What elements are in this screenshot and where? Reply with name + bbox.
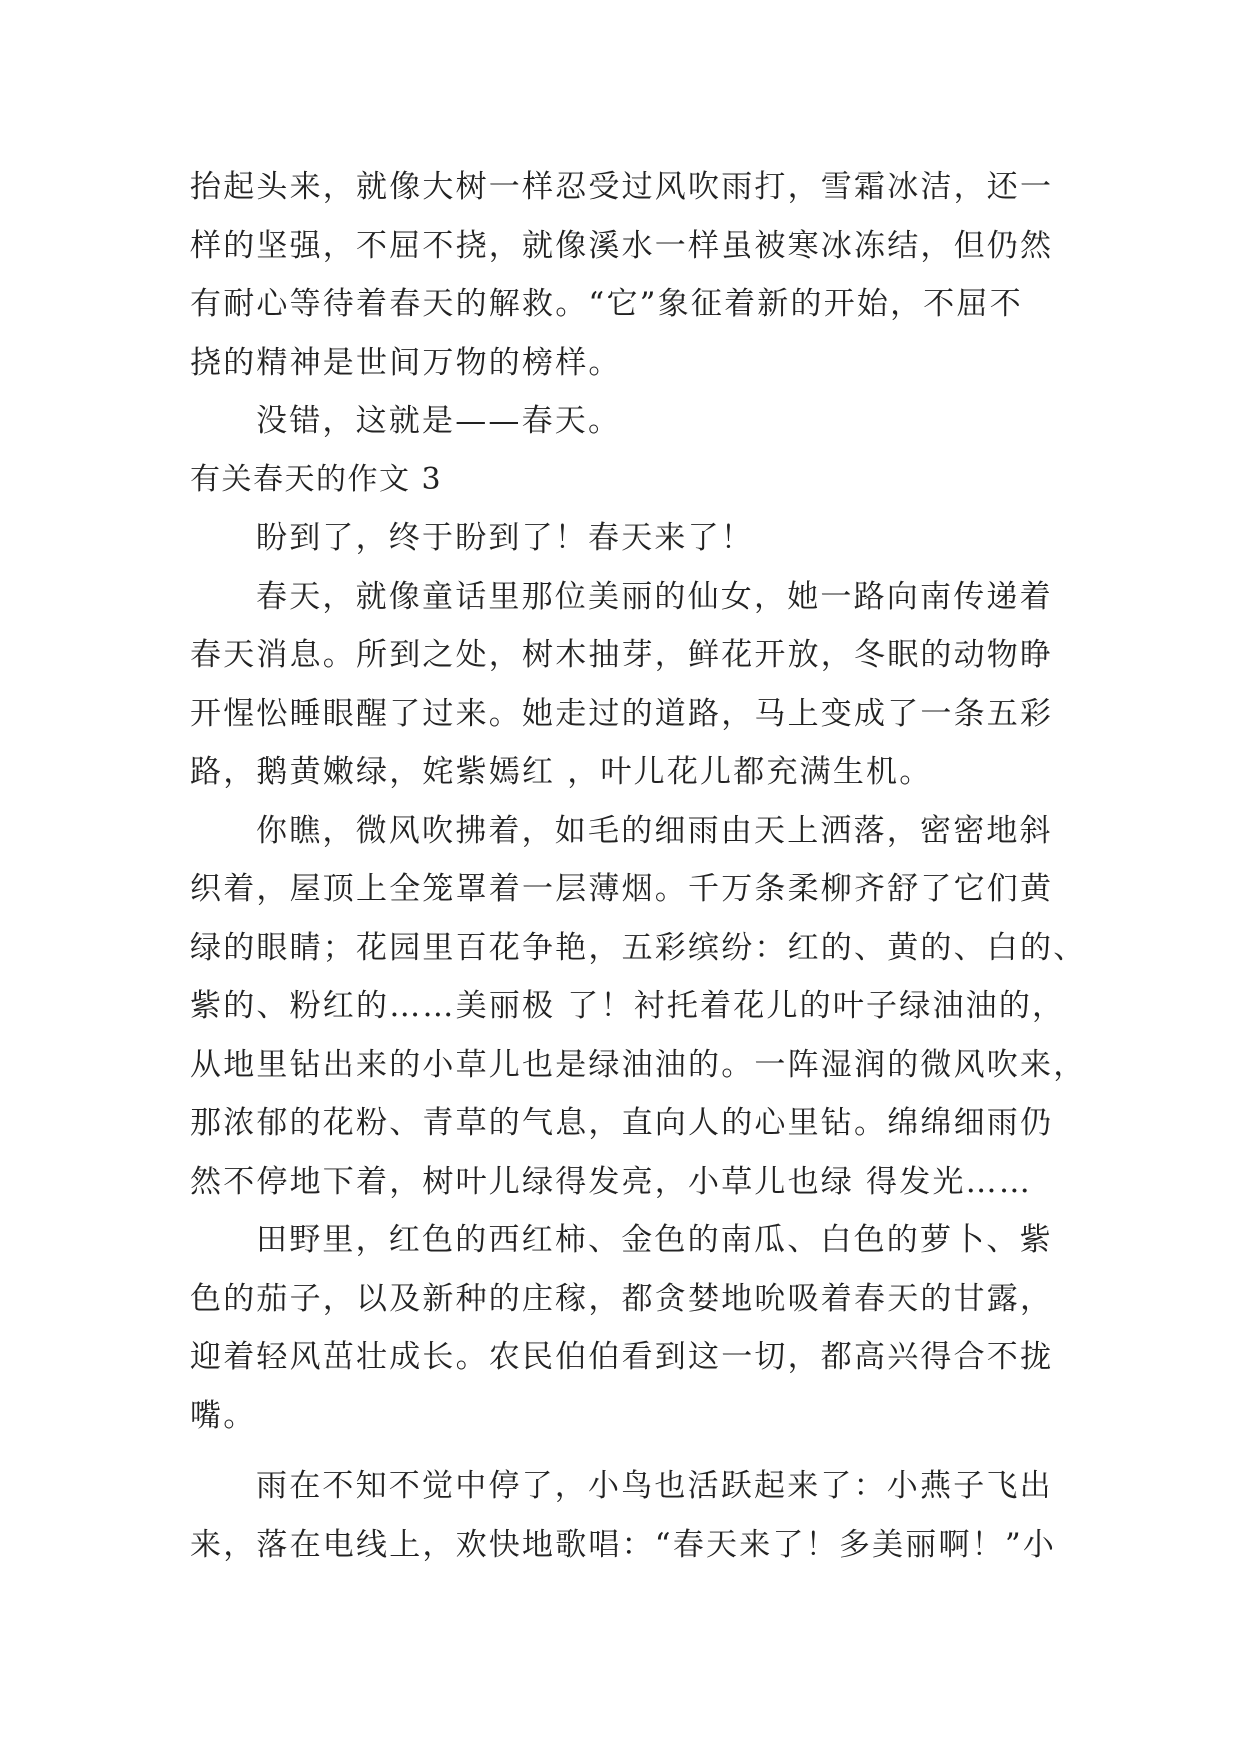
text-line: 从地里钻出来的小草儿也是绿油油的。一阵湿润的微风吹来， xyxy=(190,1046,1087,1083)
text-line: 没错，这就是——春天。 xyxy=(256,403,622,439)
text-line: 那浓郁的花粉、青草的气息，直向人的心里钻。绵绵细雨仍 xyxy=(190,1105,1054,1141)
text-line: 然不停地下着，树叶儿绿得发亮，小草儿也绿 得发光…… xyxy=(190,1163,1033,1200)
text-line: 嘴。 xyxy=(190,1397,257,1434)
paragraph-gap xyxy=(190,1445,1070,1457)
essay-heading: 有关春天的作文 3 xyxy=(190,461,443,497)
text-line: 有耐心等待着春天的解救。“它”象征着新的开始，不屈不 xyxy=(190,286,1023,322)
text-line: 春天消息。所到之处，树木抽芽，鲜花开放，冬眠的动物睁 xyxy=(190,637,1054,673)
text-line: 雨在不知不觉中停了，小鸟也活跃起来了：小燕子飞出 xyxy=(256,1468,1053,1504)
text-line: 抬起头来，就像大树一样忍受过风吹雨打，雪霜冰洁，还一 xyxy=(190,169,1054,205)
text-line: 迎着轻风茁壮成长。农民伯伯看到这一切，都高兴得合不拢 xyxy=(190,1339,1054,1375)
text-line: 织着，屋顶上全笼罩着一层薄烟。千万条柔柳齐舒了它们黄 xyxy=(190,871,1054,907)
text-line: 紫的、粉红的……美丽极 了！衬托着花儿的叶子绿油油的， xyxy=(190,988,1066,1024)
text-line: 盼到了，终于盼到了！春天来了！ xyxy=(256,520,754,556)
text-line: 挠的精神是世间万物的榜样。 xyxy=(190,344,622,381)
text-line: 绿的眼睛；花园里百花争艳，五彩缤纷：红的、黄的、白的、 xyxy=(190,929,1087,966)
text-line: 样的坚强，不屈不挠，就像溪水一样虽被寒冰冻结，但仍然 xyxy=(190,227,1054,264)
text-line: 路，鹅黄嫩绿，姹紫嫣红 ，叶儿花儿都充满生机。 xyxy=(190,754,933,790)
text-line: 田野里，红色的西红柿、金色的南瓜、白色的萝卜、紫 xyxy=(256,1222,1053,1258)
text-line: 春天，就像童话里那位美丽的仙女，她一路向南传递着 xyxy=(256,578,1053,615)
text-line: 来，落在电线上，欢快地歌唱：“春天来了！多美丽啊！”小 xyxy=(190,1526,1057,1563)
essay-text xyxy=(190,158,1087,1574)
text-line: 开惺忪睡眼醒了过来。她走过的道路，马上变成了一条五彩 xyxy=(190,695,1054,732)
text-line: 你瞧，微风吹拂着，如毛的细雨由天上洒落，密密地斜 xyxy=(256,812,1053,849)
text-line: 色的茄子，以及新种的庄稼，都贪婪地吮吸着春天的甘露， xyxy=(190,1280,1054,1317)
